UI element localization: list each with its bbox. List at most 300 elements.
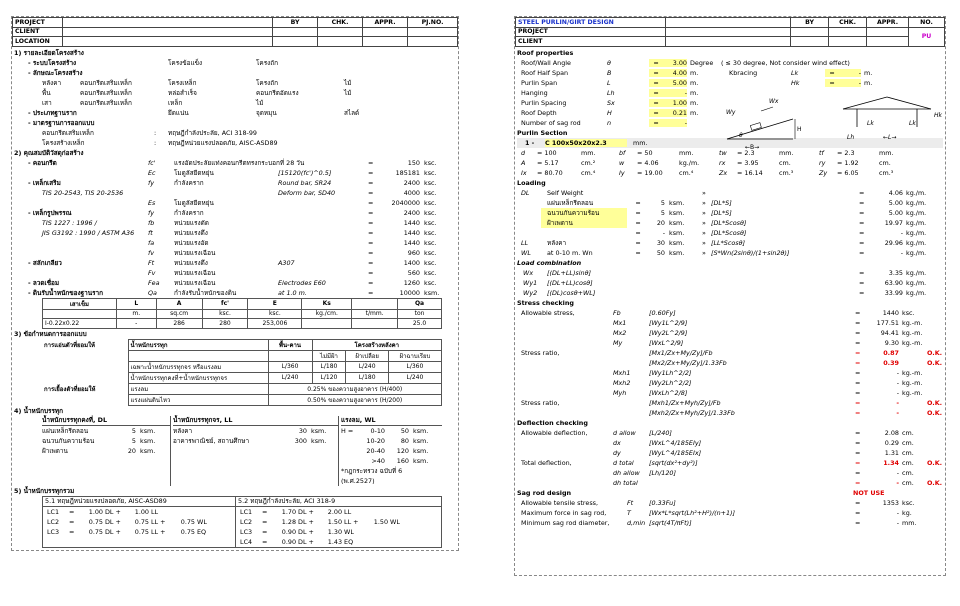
deflection-criteria-table xyxy=(42,339,442,406)
load-unit: ksm. xyxy=(669,228,685,237)
deflection-row xyxy=(517,478,943,488)
equals-sign: = xyxy=(855,368,861,377)
load-combination-row xyxy=(236,537,441,547)
sag-unit: mm. xyxy=(902,518,917,527)
load-combination-row xyxy=(236,507,441,517)
rafter-right xyxy=(887,97,931,109)
pile-cell: ton xyxy=(398,309,442,319)
material-row xyxy=(14,178,456,188)
check-value: 0.39 xyxy=(883,358,899,367)
load-value: 20 xyxy=(127,446,136,455)
load-value: 5 xyxy=(131,436,136,445)
combo-cell: LL + xyxy=(151,527,166,536)
check-symbol: dh allow xyxy=(613,468,640,477)
check-formula: [Mxh2/Zx+Myh/Zy]/1.33Fb xyxy=(649,408,735,417)
load-intensity: 5 xyxy=(660,198,665,207)
sag-formula: [0.33Fu] xyxy=(649,498,676,507)
bracing-symbol: Hk xyxy=(791,78,800,87)
load-name: แผ่นเหล็กรีดลอน xyxy=(42,426,89,435)
pile-cell: A xyxy=(156,298,202,309)
check-symbol: Myh xyxy=(613,388,627,397)
equals-sign: = xyxy=(368,208,374,217)
stress-row xyxy=(517,328,943,338)
section-property-cell: tw xyxy=(719,148,727,157)
property-desc: หน่วยแรงดึง xyxy=(174,258,208,267)
property-value: 1440 xyxy=(403,238,420,247)
wind-load-row xyxy=(341,456,442,466)
sag-value: 1353 xyxy=(882,498,899,507)
loading-title: Loading xyxy=(517,178,546,187)
combination-value: 3.35 xyxy=(888,268,903,277)
section-property-cell: Ix xyxy=(521,168,527,177)
equals-sign: = xyxy=(859,198,865,207)
deflection-row-live xyxy=(42,361,442,372)
check-label: Stress ratio, xyxy=(521,398,560,407)
combo-cell: LL xyxy=(151,507,159,516)
structure-type-row xyxy=(14,88,456,98)
lk-label-left: Lk xyxy=(867,119,874,127)
sag-unit: ksc. xyxy=(902,498,915,507)
sag-label: Allowable tensile stress, xyxy=(521,498,599,507)
load-description: หลังคา xyxy=(547,238,567,247)
loading-row xyxy=(517,208,943,218)
equals-sign: = xyxy=(649,89,663,97)
bracing-unit: m. xyxy=(864,68,873,77)
equals-sign: = xyxy=(635,218,641,227)
material-row xyxy=(14,158,456,168)
property-desc: กำลังคราก xyxy=(174,178,204,187)
combination-symbol: Wy2 xyxy=(523,288,538,297)
deflection-row xyxy=(517,438,943,448)
load-formula: [DL*Scosθ] xyxy=(711,218,747,227)
property-value: 2400 xyxy=(403,208,420,217)
property-value: 185181 xyxy=(395,168,420,177)
property-symbol: Fea xyxy=(148,278,160,287)
property-symbol: Ec xyxy=(148,168,156,177)
property-note: at 1.0 m. xyxy=(278,288,307,297)
load-result: 29.96 xyxy=(884,238,903,247)
slope-line xyxy=(727,119,793,139)
equals-sign: = xyxy=(855,518,861,527)
deflection-checking-list xyxy=(517,428,943,488)
check-unit: cm. xyxy=(902,478,914,487)
combo-cell: LL xyxy=(344,507,352,516)
load-unit: ksm. xyxy=(311,436,327,445)
property-unit: ksc. xyxy=(424,228,437,237)
check-formula: [WxL^2/9] xyxy=(649,338,684,347)
pile-cell: Qa xyxy=(398,298,442,309)
load-combination-row xyxy=(43,527,235,537)
material-row xyxy=(14,198,456,208)
section-property-row xyxy=(517,168,943,178)
load-unit: kg./m. xyxy=(906,208,927,217)
load-formula: [DL*Scosθ] xyxy=(711,228,747,237)
material-row xyxy=(14,268,456,278)
purlin-design-sheet xyxy=(514,16,946,576)
check-unit: cm. xyxy=(902,468,914,477)
load-case-label: เฉพาะน้ำหนักบรรทุกจร หรือแรงลม xyxy=(128,361,268,372)
combo-cell: LC3 xyxy=(47,527,60,536)
equals-sign: = xyxy=(855,438,861,447)
property-note: Deform bar, SD40 xyxy=(278,188,336,197)
property-unit: m. xyxy=(690,78,699,87)
equals-sign: = xyxy=(855,478,861,487)
combo-cell: = xyxy=(262,527,268,536)
deflection-row xyxy=(517,428,943,438)
sag-formula: [Wx*L*sqrt(Lh²+H²)/(n+1)] xyxy=(649,508,736,517)
load-unit: ksm. xyxy=(413,436,429,445)
material-property-list xyxy=(14,158,456,298)
load-result: - xyxy=(900,248,903,257)
right-header xyxy=(515,17,945,47)
load-result: 4.06 xyxy=(888,188,903,197)
material-name: TIS 1227 : 1996 / xyxy=(42,218,97,227)
load-unit: ksm. xyxy=(140,436,156,445)
check-label: Stress ratio, xyxy=(521,348,560,357)
load-unit: ksm. xyxy=(669,218,685,227)
sag-rod-row xyxy=(517,518,943,528)
property-input[interactable]: 5.00 xyxy=(663,79,687,87)
arrow: » xyxy=(702,218,706,227)
theta-label: θ xyxy=(739,131,743,139)
height-range: >40 xyxy=(371,456,385,465)
structure-type-row xyxy=(14,78,456,88)
check-symbol: My xyxy=(613,338,623,347)
option-3: โครงถัก xyxy=(256,78,278,87)
combo-cell: 1.30 xyxy=(327,527,343,536)
section-property-cell: = 1.92 xyxy=(837,158,859,167)
equals-sign: = xyxy=(368,158,374,167)
check-value: 1.34 xyxy=(883,458,899,467)
load-name: ฝ้าเพดาน xyxy=(42,446,68,455)
equals-sign: = xyxy=(855,308,861,317)
load-intensity: 20 xyxy=(656,218,665,227)
sag-symbol: d,min xyxy=(627,518,646,527)
property-desc: แรงอัดประลัยแท่งคอนกรีตทรงกระบอกที่ 28 วัน xyxy=(174,158,305,167)
check-symbol: Fb xyxy=(613,308,621,317)
property-value: 4000 xyxy=(403,188,420,197)
property-label: Purlin Spacing xyxy=(521,98,567,107)
equals-sign: = xyxy=(368,278,374,287)
combination-formula: [(DL+LL)cosθ] xyxy=(547,278,593,287)
combo-cell: DL + xyxy=(298,537,314,546)
pile-cell: ksc. xyxy=(248,309,302,319)
property-input[interactable]: - xyxy=(663,119,687,127)
load-unit: kg./m. xyxy=(906,228,927,237)
property-label: Roof Half Span xyxy=(521,68,569,77)
pile-cell xyxy=(302,319,352,329)
combo-cell: 0.75 xyxy=(180,517,195,526)
property-input[interactable]: 4.00 xyxy=(663,69,687,77)
option-1: คอนกรีตเสริมเหล็ก xyxy=(80,98,132,107)
foundation-value-2: จุดหมุน xyxy=(256,108,277,117)
equals-sign: = xyxy=(855,498,861,507)
pile-cell: E xyxy=(248,298,302,309)
check-value: - xyxy=(896,478,899,487)
option-2: เหล็ก xyxy=(168,98,183,107)
section-3-title: 3) ข้อกำหนดการออกแบบ xyxy=(14,329,87,338)
property-label: Roof Depth xyxy=(521,108,557,117)
equals-sign: = xyxy=(855,508,861,517)
dead-load-row xyxy=(42,426,170,436)
check-formula: [Wy1Lh^2/2] xyxy=(649,368,692,377)
combo-cell: = xyxy=(262,507,268,516)
property-symbol: fc' xyxy=(148,158,156,167)
design-criteria-sheet xyxy=(11,16,459,551)
check-unit: cm. xyxy=(902,428,914,437)
load-value: 30 xyxy=(298,426,307,435)
combo-cell: LL + xyxy=(151,517,166,526)
property-desc: หน่วยแรงดึง xyxy=(174,228,208,237)
property-input[interactable]: - xyxy=(663,89,687,97)
combination-unit: kg./m. xyxy=(906,288,927,297)
property-desc: หน่วยแรงดัด xyxy=(174,218,209,227)
check-value: 9.30 xyxy=(884,338,899,347)
bracing-sketch xyxy=(843,97,943,141)
check-symbol: d total xyxy=(613,458,634,467)
equals-sign: = xyxy=(859,268,865,277)
plaster-ceiling-head: ฝ้าฉาบเรียบ xyxy=(388,350,441,361)
section-property-cell: ry xyxy=(819,158,826,167)
equals-sign: = xyxy=(855,458,861,467)
bracing-input[interactable]: - xyxy=(839,79,861,87)
bracing-unit: m. xyxy=(864,78,873,87)
combo-cell: DL + xyxy=(298,527,314,536)
load-combination-row xyxy=(236,517,441,527)
sag-symbol: Ft xyxy=(627,498,634,507)
sag-formula: [sqrt(4T/πFt)] xyxy=(649,518,692,527)
check-status: O.K. xyxy=(927,348,943,357)
check-value: 94.41 xyxy=(880,328,899,337)
section-property-cell: cm. xyxy=(779,158,791,167)
pile-cell xyxy=(352,298,398,309)
deflection-limit: L/240 xyxy=(346,361,388,372)
equals-sign: = xyxy=(635,198,641,207)
combo-cell: WL xyxy=(197,517,207,526)
section-property-cell: cm.³ xyxy=(779,168,794,177)
sag-rod-title: Sag rod design xyxy=(517,488,572,497)
bracing-input[interactable]: - xyxy=(839,69,861,77)
equals-sign: = xyxy=(855,378,861,387)
load-description[interactable]: ฝ้าเพดาน xyxy=(541,218,627,228)
section-2-title: 2) คุณสมบัติวัสดุก่อสร้าง xyxy=(14,148,84,157)
check-symbol: Mx2 xyxy=(613,328,627,337)
combination-unit: kg./m. xyxy=(906,268,927,277)
combo-cell: LC3 xyxy=(240,527,253,536)
check-unit: cm. xyxy=(902,448,914,457)
pile-row xyxy=(43,319,442,329)
equals-sign: = xyxy=(825,79,839,87)
check-formula: [WxL^4/185EIy] xyxy=(649,438,702,447)
stress-checking-list xyxy=(517,308,943,418)
material-name: - ลวดเชื่อม xyxy=(28,278,60,287)
option-4: ไม้ xyxy=(344,78,352,87)
combo-cell: 1.70 xyxy=(281,507,297,516)
live-load-block xyxy=(170,416,338,486)
equals-sign: = xyxy=(635,228,641,237)
sag-rod-status: NOT USE xyxy=(853,488,885,497)
wy-label: Wy xyxy=(726,108,736,116)
section-property-row xyxy=(517,158,943,168)
deflection-label: การแอ่นตัวที่ยอมให้ xyxy=(44,341,95,349)
combo-cell: LC1 xyxy=(47,507,60,516)
combo-cell: WL xyxy=(390,517,400,526)
load-unit: ksm. xyxy=(669,198,685,207)
stress-row xyxy=(517,398,943,408)
section-property-cell: tf xyxy=(819,148,824,157)
roof-property-row xyxy=(517,58,943,68)
combo-cell: 0.75 xyxy=(88,517,103,526)
check-formula: [Mx1/Zx+My/Zy]/Fb xyxy=(649,348,713,357)
property-symbol: fy xyxy=(148,178,155,187)
property-input[interactable]: 0.21 xyxy=(663,109,687,117)
combination-formula: [(DL)cosθ+WL] xyxy=(547,288,596,297)
arrow: » xyxy=(702,228,706,237)
dead-load-block xyxy=(42,416,170,486)
arrow: » xyxy=(702,198,706,207)
combo-cell: 1.50 xyxy=(373,517,389,526)
deflection-limit: L/180 xyxy=(346,372,388,383)
check-value: - xyxy=(896,378,899,387)
section-select[interactable]: C 100x50x20x2.3 xyxy=(545,139,627,147)
pile-cell: t/mm. xyxy=(352,309,398,319)
combo-cell: LC4 xyxy=(240,537,253,546)
load-intensity: 50 xyxy=(656,248,665,257)
stress-row xyxy=(517,348,943,358)
element-name: พื้น xyxy=(42,88,51,97)
wind-pressure: 160 xyxy=(396,456,409,465)
sag-rod-list xyxy=(517,498,943,528)
equals-sign: = xyxy=(368,178,374,187)
load-tables xyxy=(42,416,442,486)
load-unit: ksm. xyxy=(669,248,685,257)
combo-cell: DL + xyxy=(105,517,121,526)
property-label: Roof/Wall Angle xyxy=(521,58,571,67)
property-unit: ksc. xyxy=(424,158,437,167)
pile-cell: 253,006 xyxy=(248,319,302,329)
material-name: - สลักเกลียว xyxy=(28,258,62,267)
load-description[interactable]: ฉนวนกันความร้อน xyxy=(541,208,627,218)
equals-sign: = xyxy=(368,188,374,197)
check-formula: [Wy1L^2/9] xyxy=(649,318,688,327)
check-symbol: dx xyxy=(613,438,621,447)
section-property-cell: mm. xyxy=(679,148,694,157)
deflection-limit: L/120 xyxy=(312,372,346,383)
property-unit: ksc. xyxy=(424,268,437,277)
sag-label: Maximum force in sag rod, xyxy=(521,508,607,517)
load-unit: ksm. xyxy=(413,426,429,435)
equals-sign: = xyxy=(368,218,374,227)
material-name: - ดินรับน้ำหนักของฐานราก xyxy=(28,288,103,297)
loading-row xyxy=(517,248,943,258)
pile-cell: Ks xyxy=(302,298,352,309)
property-input[interactable]: 3.00 xyxy=(663,59,687,67)
property-symbol: Es xyxy=(148,198,156,207)
arrow: » xyxy=(702,188,706,197)
section-property-cell: = 4.06 xyxy=(637,158,659,167)
property-value: 1440 xyxy=(403,228,420,237)
std-colon: : xyxy=(154,138,157,147)
live-load-head: น้ำหนักบรรทุกจร, LL xyxy=(173,416,338,426)
section-property-cell: mm. xyxy=(581,148,596,157)
combination-value: 63.90 xyxy=(884,278,903,287)
bracing-symbol: Lk xyxy=(791,68,799,77)
check-value: 177.51 xyxy=(876,318,899,327)
pile-cell: - xyxy=(116,319,156,329)
wind-load-row xyxy=(341,436,442,446)
check-value: 1.31 xyxy=(884,448,899,457)
equals-sign: = xyxy=(368,248,374,257)
stress-row xyxy=(517,378,943,388)
property-symbol: Sx xyxy=(607,98,615,107)
property-symbol: B xyxy=(607,68,612,77)
l-span-label: ←L→ xyxy=(883,133,897,141)
property-input[interactable]: 1.00 xyxy=(663,99,687,107)
property-unit: ksc. xyxy=(424,258,437,267)
load-unit: kg./m. xyxy=(906,188,927,197)
option-3: ไม้ xyxy=(256,98,264,107)
dead-load-row xyxy=(42,436,170,446)
material-row xyxy=(14,238,456,248)
section-property-cell: = 5.17 xyxy=(537,158,559,167)
deflection-checking-title: Deflection checking xyxy=(517,418,588,427)
section-property-cell: cm.³ xyxy=(879,168,894,177)
equals-sign: = xyxy=(825,69,839,77)
property-unit: ksc. xyxy=(424,198,437,207)
loading-row xyxy=(517,218,943,228)
h-label: H xyxy=(797,125,802,133)
property-unit: ksc. xyxy=(424,238,437,247)
load-formula: [DL*S] xyxy=(711,208,732,217)
stress-row xyxy=(517,338,943,348)
combo-cell: WL xyxy=(344,527,354,536)
property-desc: หน่วยแรงเฉือน xyxy=(174,268,216,277)
arrow: » xyxy=(702,238,706,247)
std-concrete-theory: ทฤษฎีกำลังประลัย, ACI 318-99 xyxy=(168,128,257,137)
check-value: 2.08 xyxy=(884,428,899,437)
chk-label: CHK. xyxy=(318,18,363,28)
equals-sign: = xyxy=(859,228,865,237)
drift-wind-label: แรงลม xyxy=(128,383,268,394)
deflection-row xyxy=(517,468,943,478)
property-symbol: Ft xyxy=(148,258,155,267)
property-unit: m. xyxy=(690,98,699,107)
std-colon: : xyxy=(154,128,157,137)
pile-cell: 25.0 xyxy=(398,319,442,329)
check-value: - xyxy=(896,388,899,397)
check-value: - xyxy=(896,398,899,407)
live-load-row xyxy=(173,426,338,436)
usd-combo-head: 5.2 ทฤษฎีกำลังประลัย, ACI 318-9 xyxy=(236,497,441,507)
spacer-cell xyxy=(42,361,128,372)
combination-symbol: Wy1 xyxy=(523,278,538,287)
load-case-label: น้ำหนักบรรทุกคงที่+น้ำหนักบรรทุกจร xyxy=(128,372,268,383)
load-value: 300 xyxy=(294,436,307,445)
load-unit: ksm. xyxy=(140,446,156,455)
height-range: 10-20 xyxy=(366,436,385,445)
stress-row xyxy=(517,368,943,378)
property-unit: ksc. xyxy=(424,168,437,177)
property-unit: ksc. xyxy=(424,188,437,197)
pile-cell: เสาเข็ม xyxy=(43,298,117,309)
check-unit: cm. xyxy=(902,458,914,467)
equals-sign: = xyxy=(859,288,865,297)
system-value-2: โครงถัก xyxy=(256,58,278,67)
combo-cell: 0.90 xyxy=(281,527,297,536)
wind-note-2: (พ.ศ.2527) xyxy=(341,476,375,485)
element-name: เสา xyxy=(42,98,52,107)
combo-cell: = xyxy=(69,507,75,516)
